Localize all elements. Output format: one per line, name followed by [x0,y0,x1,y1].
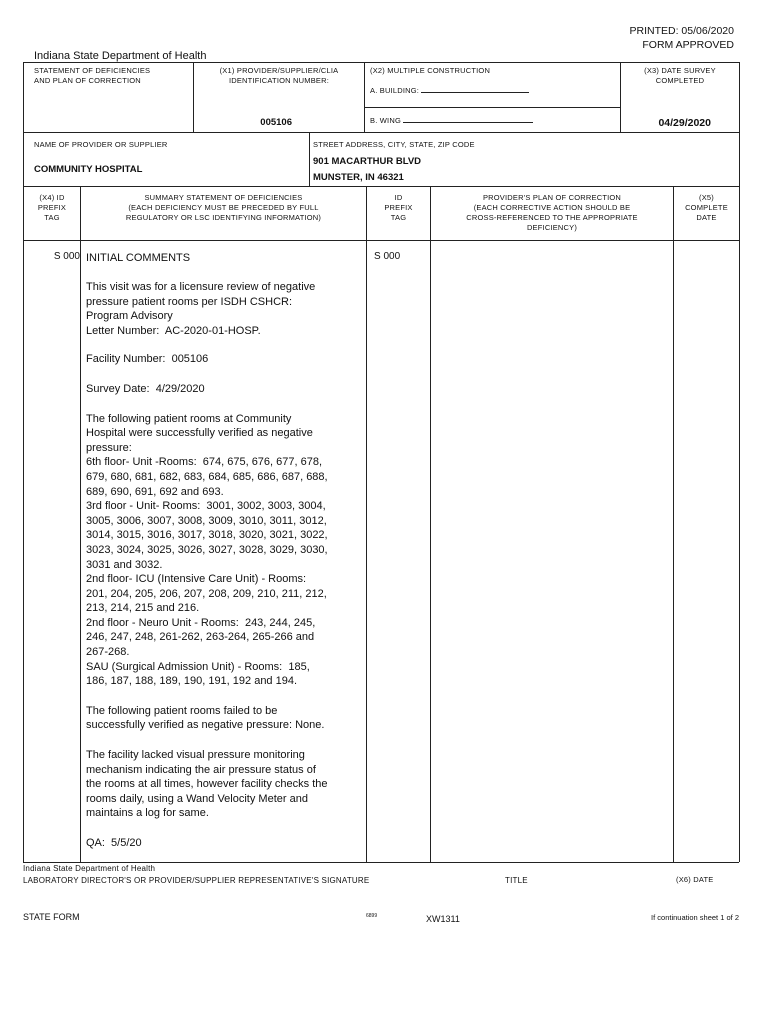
footer-agency: Indiana State Department of Health [23,864,156,873]
title-label: TITLE [505,876,528,885]
agency-title: Indiana State Department of Health [34,50,207,62]
street-line2: MUNSTER, IN 46321 [313,172,404,183]
x3-label: (X3) DATE SURVEY COMPLETED [644,66,716,85]
summary-header: SUMMARY STATEMENT OF DEFICIENCIES (EACH DEFICIENCY MUST BE PRECEDED BY FULL REGULATORY OR LSC IDENTIFYING INFORMATION) [125,193,322,222]
x6-date-label: (X6) DATE [676,875,714,884]
form-code: 6899 [366,913,378,919]
building-blank [421,84,529,93]
x5-header: (X5) COMPLETE DATE [685,193,728,222]
street-label: STREET ADDRESS, CITY, STATE, ZIP CODE [313,140,475,149]
state-form: STATE FORM [23,912,80,922]
paragraph: This visit was for a licensure review of negative pressure patient rooms per ISDH CSHCR: Program Advisory Letter Number: AC-2020-01-HOSP. [86,281,316,337]
paragraph: Facility Number: 005106 [86,353,209,366]
signature-label: LABORATORY DIRECTOR'S OR PROVIDER/SUPPLIER REPRESENTATIVE'S SIGNATURE [23,876,370,885]
street-line1: 901 MACARTHUR BLVD [313,156,422,167]
x2-label: (X2) MULTIPLE CONSTRUCTION [370,66,491,75]
paragraph: QA: 5/5/20 [86,837,142,849]
survey-date: 04/29/2020 [658,117,711,129]
statement-label: STATEMENT OF DEFICIENCIES AND PLAN OF CORRECTION [34,66,151,85]
entry-title: INITIAL COMMENTS [86,252,191,264]
provider-name: COMMUNITY HOSPITAL [34,164,143,175]
building-field [370,84,529,96]
tag-right: S 000 [374,251,401,262]
continuation-note: If continuation sheet 1 of 2 [651,913,739,922]
paragraph: Survey Date: 4/29/2020 [86,382,205,395]
wing-field [370,114,533,126]
building-label: A. BUILDING: [370,86,420,95]
paragraph: The following patient rooms at Community Hospital were successfully verified as negative pressure: 6th floor- Unit -Rooms: 674, 675, 676, 677, 678, 679, 680, 681, 682, 683, 684, 685, 686, 687, 688, 689, 690, 691, 692 and 693. 3rd floor - Unit- Rooms: 3001, 3002, 3003, 3004, 3005, 3006, 3007, 3008, 3009, 3010, 3011, 3012, 3014, 3015, 3016, 3017, 3018, 3020, 3021, 3022, 3023, 3024, 3025, 3026, 3027, 3028, 3029, 3030, 3031 and 3032. 2nd floor- ICU (Intensive Care Unit) - Rooms: 201, 204, 205, 206, 207, 208, 209, 210, 211, 212, 213, 214, 215 and 216. 2nd floor - Neuro Unit - Rooms: 243, 244, 245, 246, 247, 248, 261-262, 263-264, 265-266 and 267-268. SAU (Surgical Admission Unit) - Rooms: 185, 186, 187, 188, 189, 190, 191, 192 and 194. [86,412,328,688]
provider-id: 005106 [260,117,292,128]
form-approved: FORM APPROVED [642,39,734,51]
id-prefix-header: ID PREFIX TAG [384,193,413,222]
summary-body [86,251,361,851]
document-id: XW1311 [426,914,460,924]
printed-date: PRINTED: 05/06/2020 [629,25,734,37]
tag-left: S 000 [53,251,80,262]
wing-label: B. WING [370,116,401,125]
x4-header: (X4) ID PREFIX TAG [37,193,67,222]
x1-label: (X1) PROVIDER/SUPPLIER/CLIA IDENTIFICATION NUMBER: [219,66,339,85]
provider-name-label: NAME OF PROVIDER OR SUPPLIER [34,140,168,149]
paragraph: The facility lacked visual pressure monitoring mechanism indicating the air pressure status of the rooms at all times, however facility checks the rooms daily, using a Wand Velocity Meter and maintains a log for same. [86,749,328,820]
wing-blank [403,114,533,123]
plan-header: PROVIDER'S PLAN OF CORRECTION (EACH CORRECTIVE ACTION SHOULD BE CROSS-REFERENCED TO THE APPROPRIATE DEFICIENCY) [466,193,638,232]
paragraph: The following patient rooms failed to be successfully verified as negative pressure: None. [86,704,325,732]
